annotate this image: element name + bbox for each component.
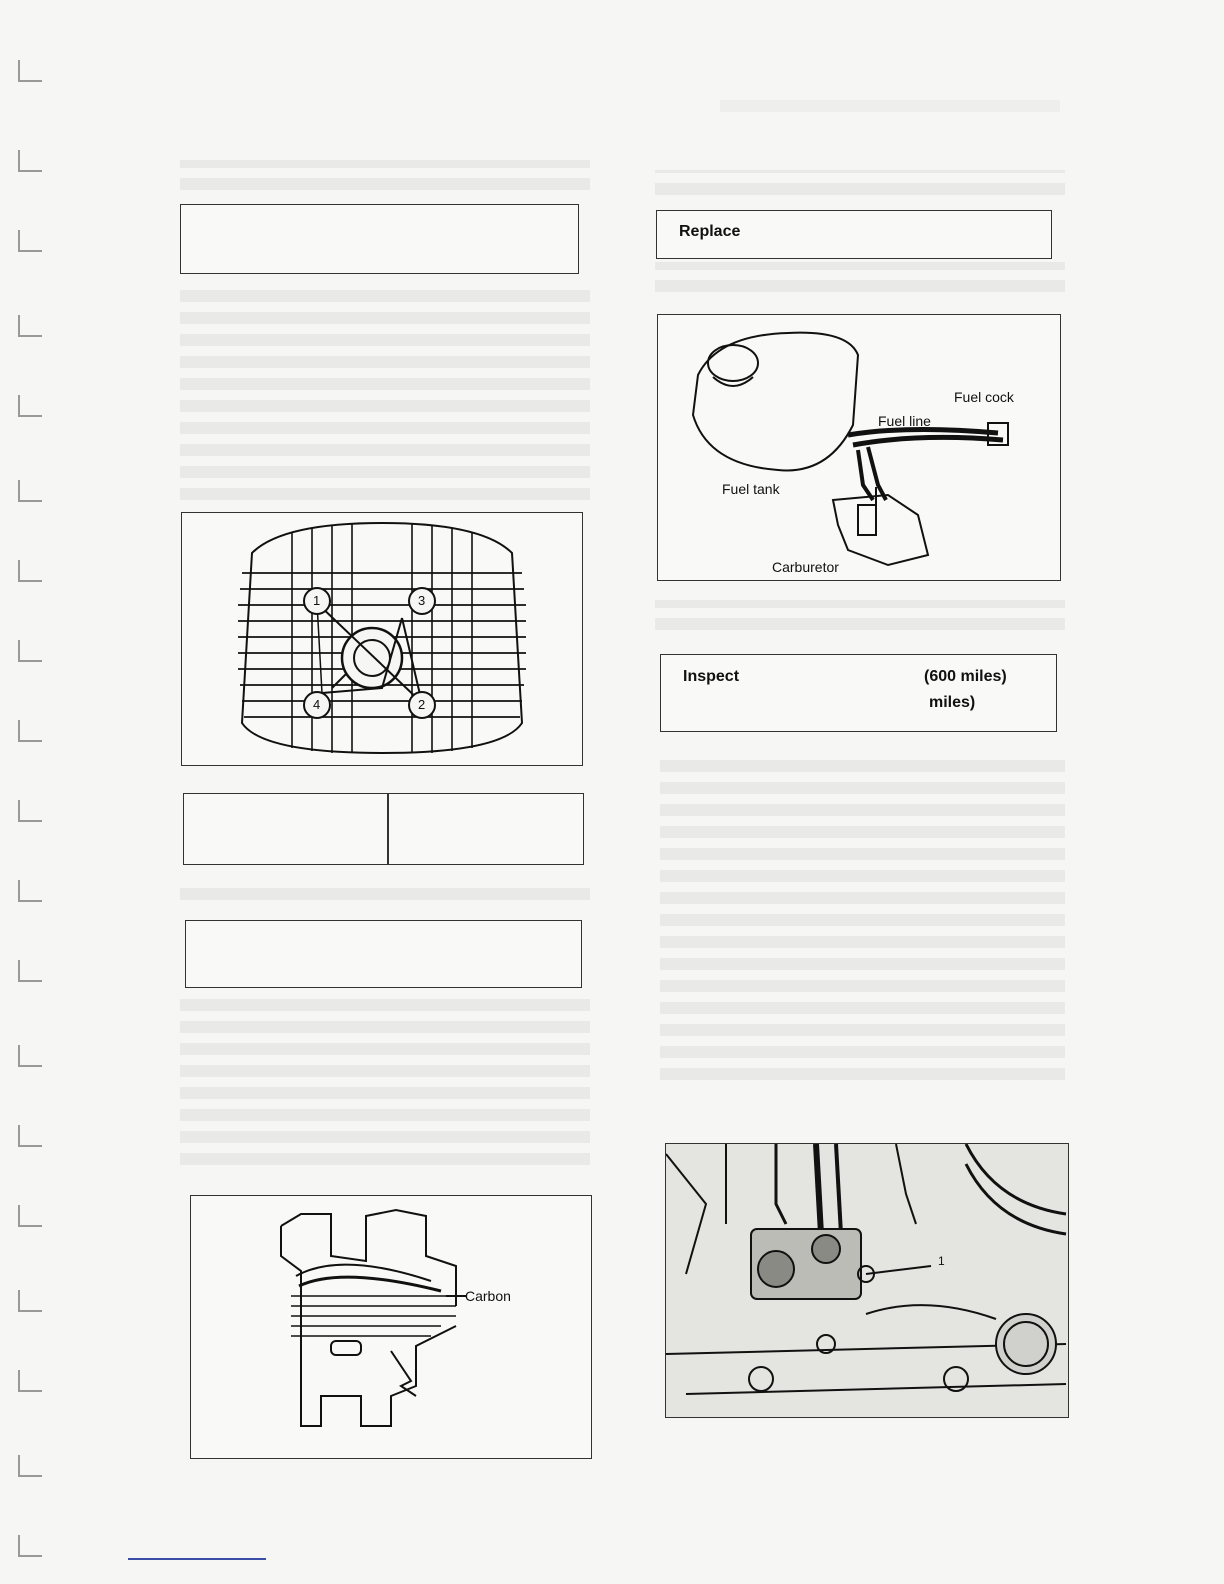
inspect-box (660, 654, 1057, 732)
inspect-label: Inspect (683, 668, 740, 685)
oil-pump-callout: 1 (938, 1254, 945, 1268)
spec-table-divider (387, 794, 389, 864)
oil-pump-figure (665, 1143, 1069, 1418)
left-mid-box (185, 920, 582, 988)
oil-pump-drawing (666, 1144, 1068, 1417)
fuel-tank-label: Fuel tank (722, 481, 780, 497)
fuel-cock-label: Fuel cock (954, 389, 1014, 405)
faded-text-right-3 (655, 600, 1065, 640)
cylinder-head-figure (181, 512, 583, 766)
faded-text-right-body (660, 760, 1065, 1090)
fuel-system-drawing (658, 315, 1060, 580)
replace-label: Replace (679, 223, 741, 240)
left-top-box (180, 204, 579, 274)
faded-text-left-body (180, 285, 590, 510)
bolt-number-4: 4 (313, 697, 321, 712)
footer-rule (128, 1558, 266, 1560)
faded-text-left-top (180, 160, 590, 200)
faded-text-left-mid (180, 880, 590, 910)
cylinder-head-drawing (182, 513, 582, 765)
carburetor-label: Carburetor (772, 559, 839, 575)
carbon-label: Carbon (465, 1288, 511, 1304)
bolt-number-3: 3 (418, 593, 426, 608)
faded-header (720, 100, 1060, 122)
inspect-interval-line2: miles) (929, 694, 976, 711)
bolt-number-2: 2 (418, 697, 426, 712)
faded-text-right-2 (655, 262, 1065, 302)
faded-text-right-top (655, 170, 1065, 205)
inspect-interval-line1: (600 miles) (924, 668, 1007, 685)
fuel-line-label: Fuel line (878, 413, 931, 429)
replace-box (656, 210, 1052, 259)
bolt-number-1: 1 (313, 593, 321, 608)
piston-carbon-figure (190, 1195, 592, 1459)
fuel-system-figure (657, 314, 1061, 581)
faded-text-left-lower (180, 995, 590, 1175)
piston-drawing (191, 1196, 591, 1458)
spec-table (183, 793, 584, 865)
